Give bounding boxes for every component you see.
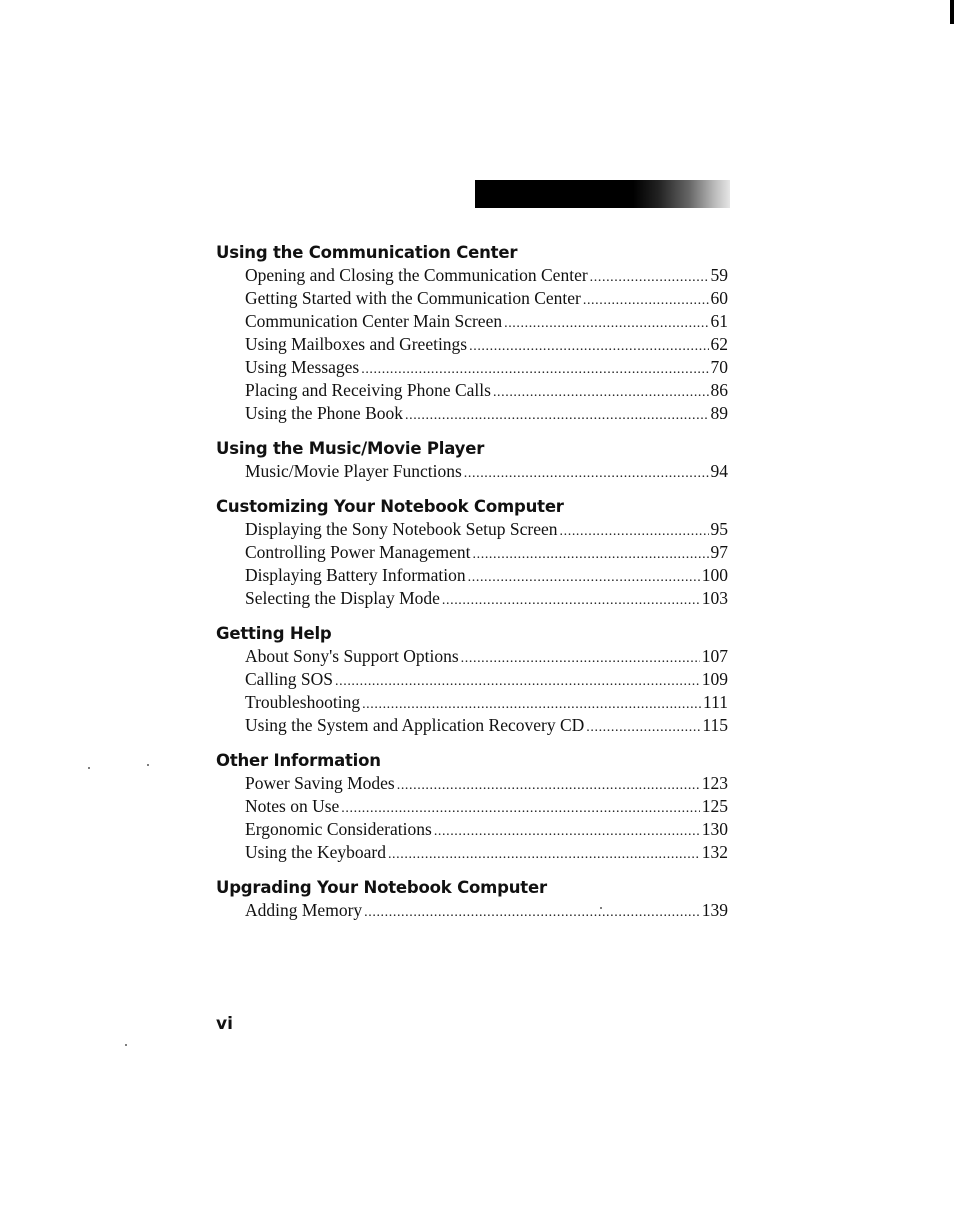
table-of-contents <box>216 242 728 935</box>
entry-page-number: 97 <box>710 542 728 562</box>
section-title: Using the Communication Center <box>216 243 518 262</box>
entry-page-number: 89 <box>710 403 728 423</box>
toc-entry <box>245 645 728 668</box>
dot-leader <box>473 543 709 566</box>
dot-leader <box>335 670 700 693</box>
toc-section <box>216 750 728 864</box>
entry-label: Getting Started with the Communication Center <box>245 288 581 308</box>
page-edge-mark <box>950 0 954 24</box>
entry-label: Ergonomic Considerations <box>245 819 432 839</box>
toc-entry <box>245 379 728 402</box>
section-title: Using the Music/Movie Player <box>216 439 485 458</box>
entry-label: Power Saving Modes <box>245 773 395 793</box>
section-title: Getting Help <box>216 624 332 643</box>
dot-leader <box>590 266 709 289</box>
entry-label: Using Mailboxes and Greetings <box>245 334 468 354</box>
toc-entry <box>245 714 728 737</box>
entry-page-number: 60 <box>710 288 728 308</box>
entry-page-number: 139 <box>701 900 728 920</box>
dot-leader <box>504 312 708 335</box>
entry-label: Adding Memory <box>245 900 363 920</box>
dot-leader <box>461 647 700 670</box>
scan-speck <box>125 1044 127 1046</box>
dot-leader <box>560 520 709 543</box>
entry-page-number: 70 <box>710 357 728 377</box>
entry-label: Using Messages <box>245 357 360 377</box>
dot-leader <box>388 843 700 866</box>
toc-entry <box>245 587 728 610</box>
toc-entry <box>245 818 728 841</box>
section-title: Other Information <box>216 751 381 770</box>
entry-label: Using the Keyboard <box>245 842 386 862</box>
toc-entry <box>245 460 728 483</box>
entry-label: Opening and Closing the Communication Center <box>245 265 588 285</box>
entry-page-number: 103 <box>701 588 728 608</box>
entry-label: Displaying the Sony Notebook Setup Screen <box>245 519 558 539</box>
entry-page-number: 86 <box>710 380 728 400</box>
entry-label: Calling SOS <box>245 669 334 689</box>
dot-leader <box>362 693 701 716</box>
toc-entry <box>245 310 728 333</box>
toc-section <box>216 496 728 610</box>
toc-entry <box>245 356 728 379</box>
toc-entry <box>245 691 728 714</box>
entry-label: Controlling Power Management <box>245 542 471 562</box>
entry-page-number: 115 <box>702 715 728 735</box>
entry-page-number: 111 <box>703 692 728 712</box>
toc-section <box>216 438 728 483</box>
scan-speck <box>88 767 90 769</box>
toc-entry <box>245 518 728 541</box>
toc-entry <box>245 772 728 795</box>
entry-page-number: 107 <box>701 646 728 666</box>
section-header-bar <box>475 180 730 208</box>
entry-page-number: 62 <box>710 334 728 354</box>
dot-leader <box>361 358 708 381</box>
toc-section <box>216 242 728 425</box>
dot-leader <box>586 716 700 739</box>
entry-page-number: 100 <box>701 565 728 585</box>
entry-label: Troubleshooting <box>245 692 361 712</box>
dot-leader <box>464 462 709 485</box>
dot-leader <box>364 901 700 924</box>
toc-entry <box>245 795 728 818</box>
toc-section <box>216 623 728 737</box>
page-number: vi <box>216 1014 233 1034</box>
entry-label: Using the Phone Book <box>245 403 403 423</box>
entry-label: Selecting the Display Mode <box>245 588 440 608</box>
dot-leader <box>442 589 700 612</box>
toc-entry <box>245 841 728 864</box>
entry-label: Displaying Battery Information <box>245 565 466 585</box>
entry-page-number: 95 <box>710 519 728 539</box>
dot-leader <box>583 289 709 312</box>
entry-label: Notes on Use <box>245 796 340 816</box>
dot-leader <box>469 335 708 358</box>
dot-leader <box>493 381 709 404</box>
scan-speck <box>147 764 149 766</box>
section-title: Upgrading Your Notebook Computer <box>216 878 547 897</box>
dot-leader <box>434 820 700 843</box>
entry-page-number: 123 <box>701 773 728 793</box>
entry-page-number: 109 <box>701 669 728 689</box>
toc-entry <box>245 264 728 287</box>
toc-entry <box>245 287 728 310</box>
entry-page-number: 59 <box>710 265 728 285</box>
dot-leader <box>397 774 700 797</box>
toc-entry <box>245 564 728 587</box>
section-title: Customizing Your Notebook Computer <box>216 497 564 516</box>
toc-entry <box>245 333 728 356</box>
toc-entry <box>245 668 728 691</box>
toc-section <box>216 877 728 922</box>
entry-label: About Sony's Support Options <box>245 646 459 666</box>
entry-page-number: 125 <box>701 796 728 816</box>
entry-label: Placing and Receiving Phone Calls <box>245 380 491 400</box>
dot-leader <box>341 797 699 820</box>
scan-speck <box>600 907 602 909</box>
entry-label: Communication Center Main Screen <box>245 311 503 331</box>
entry-label: Using the System and Application Recovery CD <box>245 715 585 735</box>
entry-label: Music/Movie Player Functions <box>245 461 462 481</box>
dot-leader <box>405 404 709 427</box>
toc-entry <box>245 541 728 564</box>
toc-entry <box>245 402 728 425</box>
entry-page-number: 61 <box>710 311 728 331</box>
entry-page-number: 130 <box>701 819 728 839</box>
entry-page-number: 94 <box>710 461 728 481</box>
entry-page-number: 132 <box>701 842 728 862</box>
dot-leader <box>468 566 700 589</box>
toc-entry <box>245 899 728 922</box>
